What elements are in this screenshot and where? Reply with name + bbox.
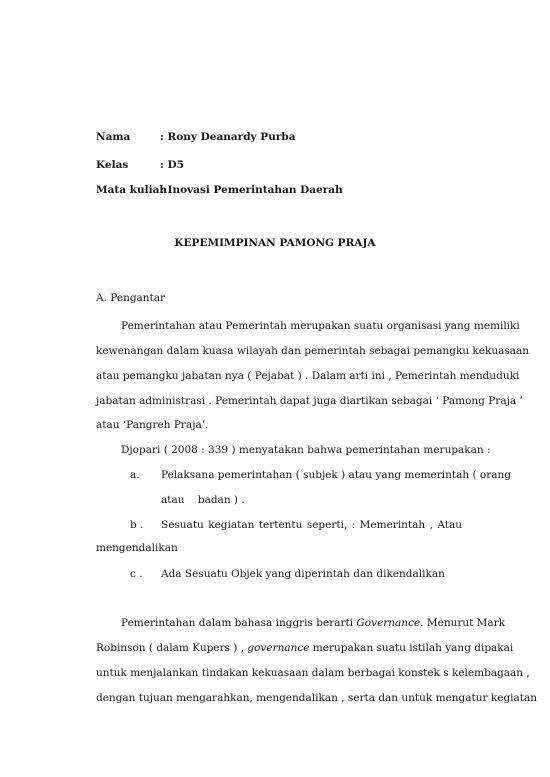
para2-line-3: untuk menjalankan tindakan kekuasaan dalam berbagai konstek s kelembagaan , xyxy=(96,667,530,679)
para2-l1a: Pemerintahan dalam bahasa inggris berarti xyxy=(121,617,357,629)
para1-line-5: atau ‘Pangreh Praja’. xyxy=(96,419,209,431)
matkul-value: : Inovasi Pemerintahan Daerah xyxy=(160,184,343,196)
matkul-label: Mata kuliah xyxy=(96,184,168,196)
list-item-a-cont: atau badan ) . xyxy=(161,494,245,506)
nama-value: : Rony Deanardy Purba xyxy=(160,131,296,143)
list-marker-c: c . xyxy=(130,568,143,580)
nama-label: Nama xyxy=(96,131,131,143)
list-item-b xyxy=(161,519,462,531)
quote-intro: Djopari ( 2008 : 339 ) menyatakan bahwa pemerintahan merupakan : xyxy=(121,444,491,456)
para1-line-4: jabatan administrasi . Pemerintah dapat juga diartikan sebagai ‘ Pamong Praja ’ xyxy=(96,395,523,407)
kelas-label: Kelas xyxy=(96,159,129,171)
list-item-c: Ada Sesuatu Objek yang diperintah dan dikendalikan xyxy=(161,568,445,580)
section-heading: A. Pengantar xyxy=(96,292,166,304)
para2-l1b: Governance. xyxy=(356,617,424,629)
para1-line-2: kewenangan dalam kuasa wilayah dan pemerintah sebagai pemangku kekuasaan xyxy=(96,345,530,357)
para2-l2b: governance xyxy=(247,642,310,654)
document-title: KEPEMIMPINAN PAMONG PRAJA xyxy=(174,237,376,249)
para1-line-3: atau pemangku jabatan nya ( Pejabat ) . Dalam arti ini , Pemerintah menduduki xyxy=(96,370,520,382)
list-marker-a: a. xyxy=(130,469,140,481)
list-item-b-cont: mengendalikan xyxy=(96,542,178,554)
para2-line-1 xyxy=(121,617,506,629)
list-item-a: Pelaksana pemerintahan ( subjek ) atau yang memerintah ( orang xyxy=(161,469,511,481)
list-marker-b: b . xyxy=(130,519,144,531)
para2-l1c: Menurut Mark xyxy=(423,617,506,629)
nama-row xyxy=(96,131,296,143)
para2-l2a: Robinson ( dalam Kupers ) , xyxy=(96,642,248,654)
kelas-row xyxy=(96,159,184,171)
kelas-value: : D5 xyxy=(160,159,184,171)
matkul-row xyxy=(96,184,343,196)
para2-line-4: dengan tujuan mengarahkan, mengendalikan , serta dan untuk mengatur kegiatan xyxy=(96,692,538,704)
list-item-b-text: Sesuatu kegiatan tertentu seperti, : Memerintah , Atau xyxy=(161,519,462,531)
para2-line-2 xyxy=(96,642,514,654)
para2-l2c: merupakan suatu istilah yang dipakai xyxy=(309,642,514,654)
para1-line-1: Pemerintahan atau Pemerintah merupakan suatu organisasi yang memiliki xyxy=(121,320,520,332)
